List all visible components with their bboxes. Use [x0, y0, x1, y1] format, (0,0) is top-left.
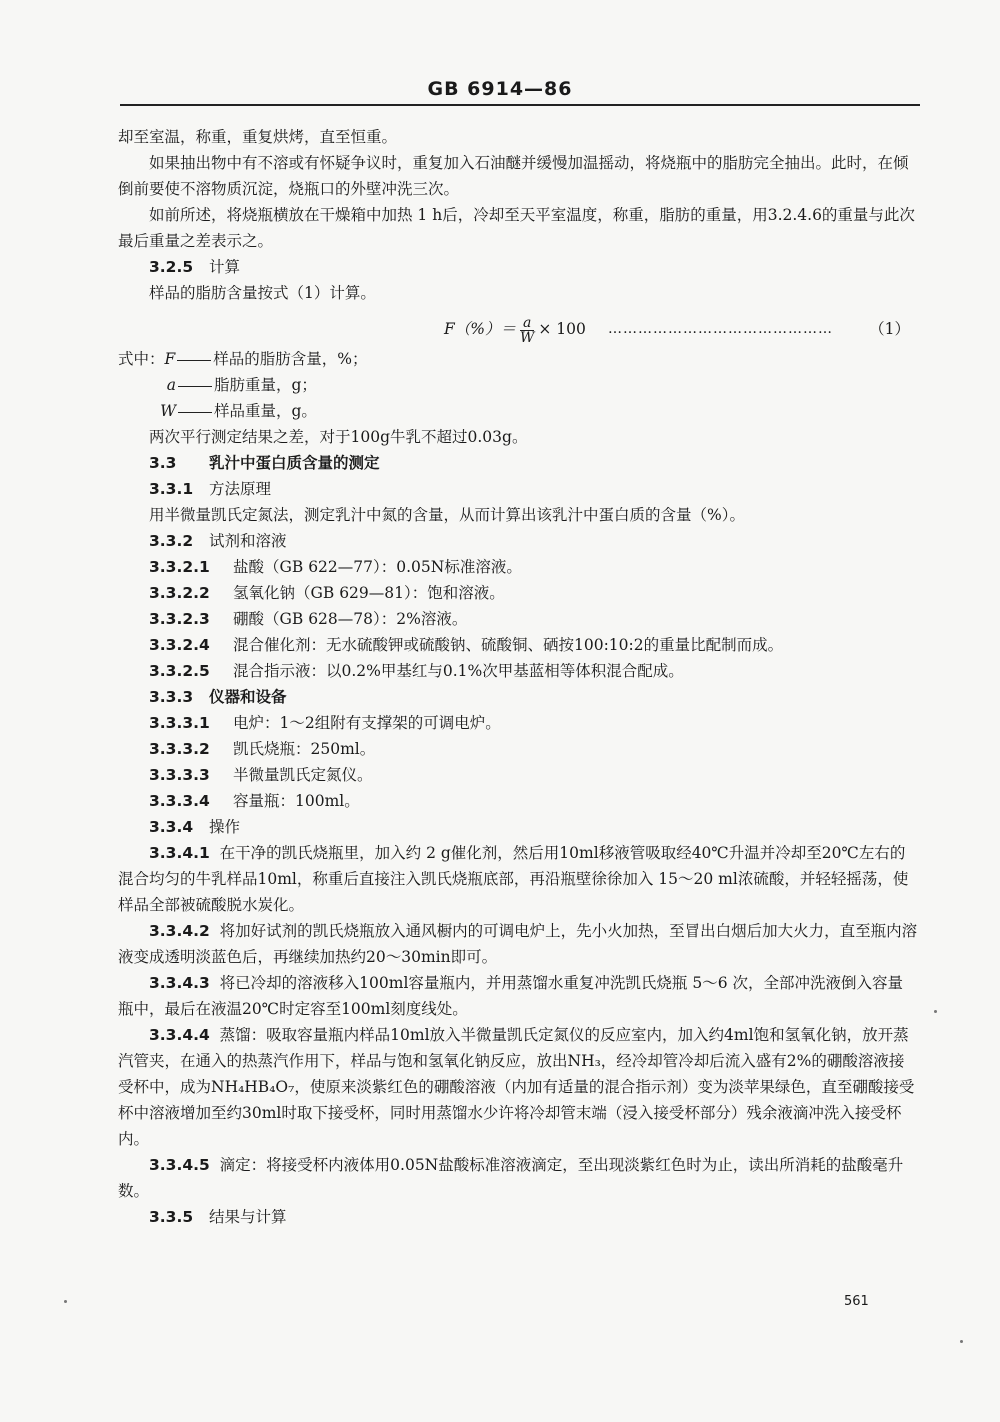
section-title: 乳汁中蛋白质含量的测定 — [209, 454, 380, 472]
where-line — [118, 346, 918, 372]
operation-paragraph — [118, 970, 918, 1022]
section-title: 凯氏烧瓶：250ml。 — [233, 740, 376, 758]
dash — [178, 386, 212, 387]
section-heading — [118, 528, 918, 554]
section-number: 3.3.2.4 — [149, 636, 210, 654]
list-item — [118, 580, 918, 606]
formula-expression — [444, 312, 586, 346]
operation-text: 滴定：将接受杯内液体用0.05N盐酸标准溶液滴定，至出现淡紫红色时为止，读出所消耗的盐酸毫升数。 — [118, 1156, 904, 1200]
header-rule — [120, 104, 920, 106]
operation-text: 将加好试剂的凯氏烧瓶放入通风橱内的可调电炉上，先小火加热，至冒出白烟后加大火力，直至瓶内溶液变成透明淡蓝色后，再继续加热约20～30min即可。 — [118, 922, 918, 966]
list-item — [118, 606, 918, 632]
section-number: 3.3.4.2 — [149, 922, 210, 940]
dash — [178, 412, 212, 413]
where-desc: 样品重量，g。 — [214, 402, 317, 420]
section-title: 计算 — [209, 258, 241, 276]
section-title: 仪器和设备 — [209, 688, 287, 706]
formula-lhs: F（%）＝ — [444, 320, 516, 338]
section-number: 3.3 — [149, 454, 177, 472]
operation-paragraph — [118, 1022, 918, 1152]
section-title: 混合催化剂：无水硫酸钾或硫酸钠、硫酸铜、硒按100:10:2的重量比配制而成。 — [233, 636, 784, 654]
section-number: 3.3.1 — [149, 480, 194, 498]
section-heading — [118, 684, 918, 710]
formula-fraction — [520, 316, 534, 345]
section-title: 硼酸（GB 628—78）：2%溶液。 — [233, 610, 468, 628]
formula-rhs: × 100 — [538, 320, 586, 338]
section-heading — [118, 450, 918, 476]
section-number: 3.3.4.4 — [149, 1026, 210, 1044]
paragraph: 两次平行测定结果之差，对于100g牛乳不超过0.03g。 — [149, 428, 528, 446]
list-item — [118, 554, 918, 580]
paragraph: 样品的脂肪含量按式（1）计算。 — [149, 284, 376, 302]
document-body — [118, 124, 918, 1230]
section-title: 试剂和溶液 — [209, 532, 287, 550]
scan-speck — [960, 1340, 963, 1343]
section-title: 结果与计算 — [209, 1208, 287, 1226]
operation-text: 将已冷却的溶液移入100ml容量瓶内，并用蒸馏水重复冲洗凯氏烧瓶 5～6 次，全部冲洗液倒入容量瓶中，最后在液温20℃时定容至100ml刻度线处。 — [118, 974, 903, 1018]
list-item — [118, 710, 918, 736]
where-prefix: 式中： — [118, 350, 165, 368]
section-title: 混合指示液：以0.2%甲基红与0.1%次甲基蓝相等体积混合配成。 — [233, 662, 684, 680]
section-number: 3.3.2.1 — [149, 558, 210, 576]
list-item — [118, 788, 918, 814]
paragraph: 用半微量凯氏定氮法，测定乳汁中氮的含量，从而计算出该乳汁中蛋白质的含量（%）。 — [149, 506, 745, 524]
section-number: 3.3.5 — [149, 1208, 194, 1226]
section-number: 3.3.3.3 — [149, 766, 210, 784]
section-number: 3.3.3.2 — [149, 740, 210, 758]
page-number: 561 — [844, 1294, 869, 1309]
section-number: 3.3.2.2 — [149, 584, 210, 602]
section-heading — [118, 1204, 918, 1230]
section-number: 3.3.4.3 — [149, 974, 210, 992]
list-item — [118, 736, 918, 762]
scan-speck — [934, 1010, 937, 1013]
section-number: 3.3.4 — [149, 818, 194, 836]
section-number: 3.3.3.1 — [149, 714, 210, 732]
standard-header: GB 6914—86 — [427, 78, 573, 100]
section-title: 半微量凯氏定氮仪。 — [233, 766, 373, 784]
formula-number: （1） — [869, 320, 910, 338]
paragraph: 如果抽出物中有不溶或有怀疑争议时，重复加入石油醚并缓慢加温摇动，将烧瓶中的脂肪完全抽出。此时，在倾倒前要使不溶物质沉淀，烧瓶口的外壁冲洗三次。 — [118, 154, 909, 198]
where-line — [118, 398, 918, 424]
operation-text: 在干净的凯氏烧瓶里，加入约 2 g催化剂，然后用10ml移液管吸取经40℃升温并冷却至20℃左右的混合均匀的牛乳样品10ml，称重后直接注入凯氏烧瓶底部，再沿瓶壁徐徐加入 15～20 ml浓硫酸，并轻轻摇荡，使样品全部被硫酸脱水炭化。 — [118, 844, 909, 914]
section-title: 盐酸（GB 622—77）：0.05N标准溶液。 — [233, 558, 522, 576]
list-item — [118, 658, 918, 684]
section-title: 操作 — [209, 818, 241, 836]
paragraph: 如前所述，将烧瓶横放在干燥箱中加热 1 h后，冷却至天平室温度，称重，脂肪的重量，用3.2.4.6的重量与此次最后重量之差表示之。 — [118, 206, 915, 250]
section-number: 3.3.4.1 — [149, 844, 210, 862]
section-heading — [118, 254, 918, 280]
section-title: 容量瓶：100ml。 — [233, 792, 360, 810]
operation-paragraph — [118, 918, 918, 970]
list-item — [118, 632, 918, 658]
scan-speck — [64, 1300, 67, 1303]
paragraph: 却至室温，称重，重复烘烤，直至恒重。 — [118, 128, 398, 146]
section-title: 方法原理 — [209, 480, 272, 498]
section-number: 3.3.2.5 — [149, 662, 210, 680]
formula-1 — [118, 312, 918, 346]
where-var: F — [164, 350, 176, 368]
section-number: 3.3.3 — [149, 688, 194, 706]
operation-paragraph — [118, 840, 918, 918]
section-number: 3.3.3.4 — [149, 792, 210, 810]
dash — [177, 360, 211, 361]
where-line — [118, 372, 918, 398]
list-item — [118, 762, 918, 788]
formula-denominator: W — [519, 329, 535, 346]
section-number: 3.3.2.3 — [149, 610, 210, 628]
section-heading — [118, 476, 918, 502]
section-number: 3.2.5 — [149, 258, 194, 276]
operation-paragraph — [118, 1152, 918, 1204]
formula-numerator: a — [520, 316, 534, 331]
section-number: 3.3.2 — [149, 532, 194, 550]
where-desc: 脂肪重量，g； — [214, 376, 317, 394]
formula-leader-dots: ……………………………………… — [608, 321, 833, 337]
section-number: 3.3.4.5 — [149, 1156, 210, 1174]
where-var: a — [166, 376, 176, 394]
section-title: 电炉：1～2组附有支撑架的可调电炉。 — [233, 714, 501, 732]
where-desc: 样品的脂肪含量，%； — [213, 350, 368, 368]
section-heading — [118, 814, 918, 840]
section-title: 氢氧化钠（GB 629—81）：饱和溶液。 — [233, 584, 505, 602]
operation-text: 蒸馏：吸取容量瓶内样品10ml放入半微量凯氏定氮仪的反应室内，加入约4ml饱和氢氧化钠，放开蒸汽管夹，在通入的热蒸汽作用下，样品与饱和氢氧化钠反应，放出NH₃，经冷却管冷却后流入盛有2%的硼酸溶液接受杯中，成为NH₄HB₄O₇，使原来淡紫红色的硼酸溶液（内加有适量的混合指示剂）变为淡苹果绿色，直至硼酸接受杯中溶液增加至约30ml时取下接受杯，同时用蒸馏水少许将冷却管末端（浸入接受杯部分）残余液滴冲洗入接受杯内。 — [118, 1026, 915, 1148]
where-var: W — [160, 402, 176, 420]
